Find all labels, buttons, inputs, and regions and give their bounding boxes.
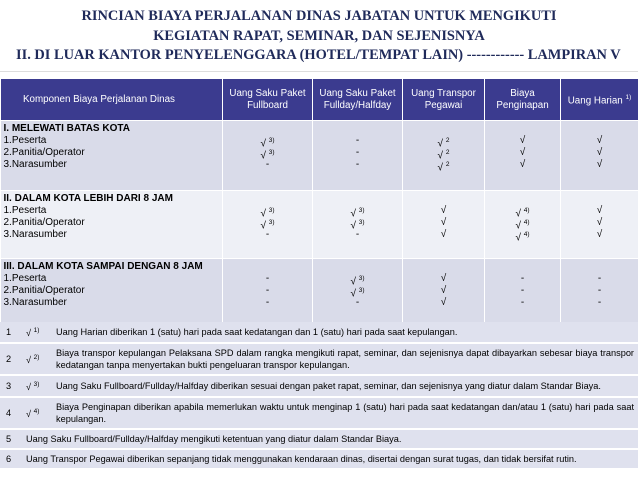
header-transpor: Uang Transpor Pegawai	[403, 79, 485, 121]
note-number: 2	[0, 343, 22, 375]
note-row	[0, 397, 638, 429]
cell-fullday	[313, 191, 403, 259]
check-mark: √ $^{4)}$	[515, 207, 530, 220]
check-mark: √ $^{4)}$	[515, 231, 530, 244]
header-harian: Uang Harian $^{1)}$	[561, 79, 638, 121]
dash-mark: -	[355, 159, 360, 170]
dash-mark: -	[597, 297, 602, 308]
title-line-3: II. DI LUAR KANTOR PENYELENGGARA (HOTEL/TEMPAT LAIN) ------------ LAMPIRAN V	[16, 47, 621, 63]
dash-mark: -	[265, 159, 270, 170]
role-label: 1.Peserta	[3, 273, 47, 284]
header-komponen: Komponen Biaya Perjalanan Dinas	[1, 79, 223, 121]
section-title: II. DALAM KOTA LEBIH DARI 8 JAM	[3, 193, 173, 204]
check-mark: √ $^2$	[437, 149, 450, 162]
note-number: 3	[0, 375, 22, 397]
cell-penginapan	[485, 191, 561, 259]
check-mark: √	[440, 285, 447, 296]
cell-fullboard	[223, 121, 313, 191]
title-line-1: RINCIAN BIAYA PERJALANAN DINAS JABATAN UNTUK MENGIKUTI	[81, 8, 557, 24]
note-row	[0, 449, 638, 469]
dash-mark: -	[520, 285, 525, 296]
check-mark: √ $^2$	[437, 137, 450, 150]
dash-mark: -	[355, 147, 360, 158]
cell-fullboard	[223, 191, 313, 259]
dash-mark: -	[597, 273, 602, 284]
role-label: 3.Narasumber	[3, 229, 67, 240]
check-mark: √	[519, 159, 526, 170]
header-penginapan: Biaya Penginapan	[485, 79, 561, 121]
section-row	[1, 259, 638, 329]
role-label: 2.Panitia/Operator	[3, 285, 85, 296]
cell-fullday	[313, 121, 403, 191]
note-text: Uang Saku Fullboard/Fullday/Halfday diberikan sesuai dengan paket rapat, seminar, dan sejenisnya yang diatur dalam Standar Biaya.	[52, 375, 638, 397]
note-mark: √ $^{2)}$	[22, 343, 52, 375]
check-mark: √ $^{3)}$	[350, 287, 365, 300]
section-row	[1, 121, 638, 191]
cell-harian	[561, 191, 638, 259]
cell-harian	[561, 121, 638, 191]
check-mark: √	[440, 297, 447, 308]
dash-mark: -	[355, 297, 360, 308]
section-title: III. DALAM KOTA SAMPAI DENGAN 8 JAM	[3, 261, 203, 272]
check-mark: √ $^{3)}$	[260, 149, 275, 162]
check-mark: √ $^{3)}$	[350, 275, 365, 288]
role-label: 3.Narasumber	[3, 159, 67, 170]
note-text: Biaya transpor kepulangan Pelaksana SPD dalam rangka mengikuti rapat, seminar, dan sejenisnya dapat dibayarkan sebesar biaya transpor kedatangan tanpa menyertakan bukti pengeluaran transpor kepulangan.	[52, 343, 638, 375]
check-mark: √	[596, 135, 603, 146]
notes-table	[0, 322, 638, 470]
check-mark: √ $^{4)}$	[515, 219, 530, 232]
check-mark: √	[596, 147, 603, 158]
role-label: 2.Panitia/Operator	[3, 147, 85, 158]
section-row	[1, 191, 638, 259]
note-mark: √ $^{3)}$	[22, 375, 52, 397]
check-mark: √ $^{3)}$	[350, 207, 365, 220]
note-row	[0, 322, 638, 343]
table-header-row	[1, 79, 638, 121]
role-label: 1.Peserta	[3, 205, 47, 216]
title-line-2: KEGIATAN RAPAT, SEMINAR, DAN SEJENISNYA	[153, 27, 485, 44]
dash-mark: -	[265, 229, 270, 240]
note-number: 5	[0, 429, 22, 449]
cell-penginapan	[485, 121, 561, 191]
document-title	[0, 0, 638, 72]
dash-mark: -	[355, 135, 360, 146]
cell-transpor	[403, 121, 485, 191]
cell-fullday	[313, 259, 403, 329]
note-mark: √ $^{4)}$	[22, 397, 52, 429]
header-fullday: Uang Saku Paket Fullday/Halfday	[313, 79, 403, 121]
cell-fullboard	[223, 259, 313, 329]
note-row	[0, 375, 638, 397]
note-row	[0, 343, 638, 375]
dash-mark: -	[355, 229, 360, 240]
check-mark: √	[440, 217, 447, 228]
check-mark: √	[440, 229, 447, 240]
role-label: 2.Panitia/Operator	[3, 217, 85, 228]
section-label-cell	[1, 191, 223, 259]
dash-mark: -	[265, 285, 270, 296]
note-number: 1	[0, 322, 22, 343]
check-mark: √	[596, 205, 603, 216]
note-text: Uang Harian diberikan 1 (satu) hari pada saat kedatangan dan 1 (satu) hari pada saat kepulangan.	[52, 322, 638, 343]
cell-harian	[561, 259, 638, 329]
check-mark: √ $^2$	[437, 161, 450, 174]
header-fullboard: Uang Saku Paket Fullboard	[223, 79, 313, 121]
check-mark: √ $^{3)}$	[260, 137, 275, 150]
dash-mark: -	[265, 273, 270, 284]
note-text: Uang Saku Fullboard/Fullday/Halfday mengikuti ketentuan yang diatur dalam Standar Biaya.	[22, 429, 638, 449]
note-mark: √ $^{1)}$	[22, 322, 52, 343]
check-mark: √	[596, 229, 603, 240]
section-label-cell	[1, 259, 223, 329]
check-mark: √	[519, 147, 526, 158]
note-text: Uang Transpor Pegawai diberikan sepanjang tidak menggunakan kendaraan dinas, disertai dengan surat tugas, dan tidak bersifat rutin.	[22, 449, 638, 469]
note-text: Biaya Penginapan diberikan apabila memerlukan waktu untuk menginap 1 (satu) hari pada saat kedatangan dan/atau 1 (satu) hari pada saat kepulangan.	[52, 397, 638, 429]
check-mark: √	[596, 159, 603, 170]
note-number: 4	[0, 397, 22, 429]
check-mark: √ $^{3)}$	[350, 219, 365, 232]
dash-mark: -	[597, 285, 602, 296]
check-mark: √	[596, 217, 603, 228]
check-mark: √	[519, 135, 526, 146]
section-title: I. MELEWATI BATAS KOTA	[3, 123, 130, 134]
cell-penginapan	[485, 259, 561, 329]
check-mark: √ $^{3)}$	[260, 219, 275, 232]
dash-mark: -	[520, 297, 525, 308]
check-mark: √	[440, 273, 447, 284]
dash-mark: -	[520, 273, 525, 284]
cost-table	[0, 78, 638, 329]
note-number: 6	[0, 449, 22, 469]
role-label: 3.Narasumber	[3, 297, 67, 308]
dash-mark: -	[265, 297, 270, 308]
note-row	[0, 429, 638, 449]
cell-transpor	[403, 191, 485, 259]
cell-transpor	[403, 259, 485, 329]
check-mark: √	[440, 205, 447, 216]
role-label: 1.Peserta	[3, 135, 47, 146]
section-label-cell	[1, 121, 223, 191]
check-mark: √ $^{3)}$	[260, 207, 275, 220]
